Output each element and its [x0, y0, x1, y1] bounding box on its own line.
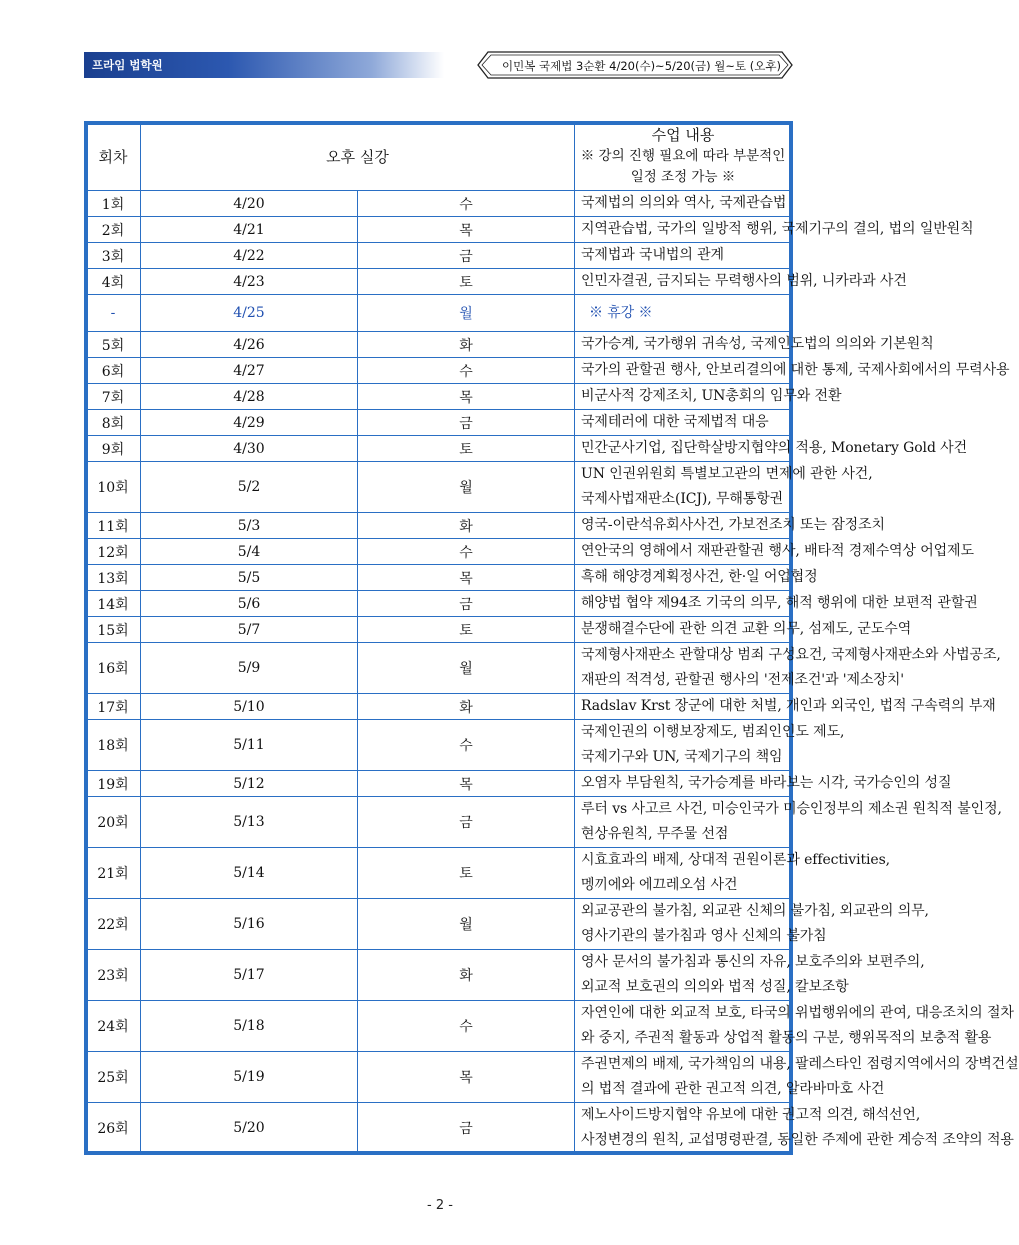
session-date: 4/25	[141, 295, 358, 332]
table-row	[86, 436, 792, 462]
session-date: 5/6	[141, 591, 358, 617]
topic-line: 국가승계, 국가행위 귀속성, 국제인도법의 의의와 기본원칙	[581, 336, 934, 352]
session-number: 18회	[86, 720, 141, 771]
topic-line: 오염자 부담원칙, 국가승계를 바라보는 시각, 국가승인의 성질	[581, 775, 952, 791]
session-topics	[575, 217, 974, 243]
session-number: 17회	[86, 694, 141, 720]
session-date: 5/19	[141, 1052, 358, 1103]
session-date: 5/12	[141, 771, 358, 797]
session-number: 12회	[86, 539, 141, 565]
header-num: 회차	[86, 123, 141, 191]
session-topics	[575, 332, 934, 358]
session-number: 19회	[86, 771, 141, 797]
topic-line: 비군사적 강제조치, UN총회의 임무와 전환	[581, 388, 842, 404]
session-weekday: 화	[358, 694, 575, 720]
topic-line: 와 중지, 주권적 활동과 상업적 활동의 구분, 행위목적의 보충적 활용	[581, 1030, 992, 1046]
session-topics	[575, 295, 792, 332]
session-number: 20회	[86, 797, 141, 848]
session-topics	[575, 243, 792, 269]
session-number: 22회	[86, 899, 141, 950]
session-date: 4/26	[141, 332, 358, 358]
session-number: 8회	[86, 410, 141, 436]
session-weekday: 화	[358, 332, 575, 358]
topic-line: ※ 휴강 ※	[589, 304, 653, 321]
topic-line: 루터 vs 사고르 사건, 미승인국가 미승인정부의 제소권 원칙적 불인정,	[581, 801, 1002, 817]
session-date: 5/17	[141, 950, 358, 1001]
session-date: 5/3	[141, 513, 358, 539]
topic-line: 외교적 보호권의 의의와 법적 성질, 칼보조항	[581, 979, 849, 995]
session-date: 4/30	[141, 436, 358, 462]
table-row	[86, 1052, 792, 1103]
session-date: 5/18	[141, 1001, 358, 1052]
session-topics	[575, 1103, 1014, 1154]
session-weekday: 월	[358, 643, 575, 694]
session-number: 15회	[86, 617, 141, 643]
academy-name: 프라임 법학원	[92, 58, 163, 72]
topic-line: 지역관습법, 국가의 일방적 행위, 국제기구의 결의, 법의 일반원칙	[581, 221, 974, 237]
session-number: -	[86, 295, 141, 332]
topic-line: 국제형사재판소 관할대상 범죄 구성요건, 국제형사재판소와 사법공조,	[581, 647, 1001, 663]
session-topics	[575, 462, 873, 513]
session-topics	[575, 269, 907, 295]
session-weekday: 목	[358, 384, 575, 410]
session-number: 16회	[86, 643, 141, 694]
session-date: 5/7	[141, 617, 358, 643]
topic-line: 국제사법재판소(ICJ), 무해통항권	[581, 491, 784, 507]
session-number: 25회	[86, 1052, 141, 1103]
session-number: 7회	[86, 384, 141, 410]
topic-line: 의 법적 결과에 관한 권고적 의견, 알라바마호 사건	[581, 1081, 885, 1097]
table-row	[86, 617, 792, 643]
topic-line: 국제법과 국내법의 관계	[581, 247, 724, 263]
session-date: 4/21	[141, 217, 358, 243]
session-date: 4/27	[141, 358, 358, 384]
topic-line: 인민자결권, 금지되는 무력행사의 범위, 니카라과 사건	[581, 273, 907, 289]
session-weekday: 금	[358, 1103, 575, 1154]
session-number: 24회	[86, 1001, 141, 1052]
header-session: 오후 실강	[141, 123, 575, 191]
session-topics	[575, 384, 842, 410]
topic-line: 사정변경의 원칙, 교섭명령판결, 동일한 주제에 관한 계승적 조약의 적용	[581, 1132, 1014, 1148]
session-weekday: 토	[358, 436, 575, 462]
session-number: 14회	[86, 591, 141, 617]
session-weekday: 화	[358, 513, 575, 539]
header-content-note: ※ 강의 진행 필요에 따라 부분적인 일정 조정 가능 ※	[580, 148, 786, 185]
header-content-title: 수업 내용	[651, 126, 715, 144]
session-weekday: 금	[358, 243, 575, 269]
session-date: 4/23	[141, 269, 358, 295]
session-weekday: 토	[358, 269, 575, 295]
session-weekday: 월	[358, 462, 575, 513]
session-topics	[575, 436, 967, 462]
session-topics	[575, 565, 818, 591]
session-date: 4/29	[141, 410, 358, 436]
session-topics	[575, 539, 974, 565]
topic-line: 국제기구와 UN, 국제기구의 책임	[581, 749, 783, 765]
table-row	[86, 848, 792, 899]
table-row	[86, 410, 792, 436]
session-weekday: 금	[358, 591, 575, 617]
topic-line: 민간군사기업, 집단학살방지협약의 적용, Monetary Gold 사건	[581, 440, 967, 456]
session-date: 5/2	[141, 462, 358, 513]
table-row-holiday	[86, 295, 792, 332]
session-weekday: 수	[358, 358, 575, 384]
table-row	[86, 358, 792, 384]
header-course-banner	[476, 50, 794, 80]
topic-line: 현상유원칙, 무주물 선점	[581, 826, 729, 842]
topic-line: 멩끼에와 에끄레오섬 사건	[581, 877, 738, 893]
session-topics	[575, 899, 929, 950]
session-date: 5/11	[141, 720, 358, 771]
session-number: 23회	[86, 950, 141, 1001]
table-row	[86, 539, 792, 565]
session-weekday: 월	[358, 899, 575, 950]
topic-line: 제노사이드방지협약 유보에 대한 권고적 의견, 해석선언,	[581, 1107, 921, 1123]
session-date: 5/5	[141, 565, 358, 591]
session-weekday: 목	[358, 217, 575, 243]
session-topics	[575, 410, 792, 436]
table-row	[86, 462, 792, 513]
session-date: 4/22	[141, 243, 358, 269]
session-weekday: 토	[358, 848, 575, 899]
topic-line: 국제법의 의의와 역사, 국제관습법	[581, 195, 787, 211]
session-number: 3회	[86, 243, 141, 269]
topic-line: 국제인권의 이행보장제도, 범죄인인도 제도,	[581, 724, 845, 740]
session-date: 5/20	[141, 1103, 358, 1154]
session-weekday: 수	[358, 1001, 575, 1052]
session-topics	[575, 771, 952, 797]
topic-line: 해양법 협약 제94조 기국의 의무, 해적 행위에 대한 보편적 관할권	[581, 595, 978, 611]
topic-line: 흑해 해양경계획정사건, 한·일 어업협정	[581, 569, 818, 585]
session-topics	[575, 1052, 1019, 1103]
table-row	[86, 899, 792, 950]
table-row	[86, 513, 792, 539]
session-weekday: 수	[358, 720, 575, 771]
session-topics	[575, 513, 885, 539]
session-number: 4회	[86, 269, 141, 295]
table-row	[86, 771, 792, 797]
topic-line: 영사 문서의 불가침과 통신의 자유, 보호주의와 보편주의,	[581, 954, 925, 970]
topic-line: 시효효과의 배제, 상대적 권원이론과 effectivities,	[581, 852, 890, 868]
session-weekday: 목	[358, 565, 575, 591]
header-content	[575, 123, 792, 191]
schedule-table	[85, 122, 1019, 1154]
session-date: 5/10	[141, 694, 358, 720]
table-row	[86, 694, 792, 720]
topic-line: 영국-이란석유회사사건, 가보전조치 또는 잠정조치	[581, 517, 885, 533]
table-row	[86, 591, 792, 617]
session-number: 6회	[86, 358, 141, 384]
session-weekday: 수	[358, 539, 575, 565]
table-row	[86, 1001, 792, 1052]
session-number: 9회	[86, 436, 141, 462]
schedule-body	[86, 191, 1019, 1154]
session-weekday: 수	[358, 191, 575, 217]
topic-line: UN 인권위원회 특별보고관의 면제에 관한 사건,	[581, 466, 873, 482]
session-date: 5/13	[141, 797, 358, 848]
topic-line: 주권면제의 배제, 국가책임의 내용, 팔레스타인 점령지역에서의 장벽건설	[581, 1056, 1019, 1072]
table-row	[86, 243, 792, 269]
topic-line: 국가의 관할권 행사, 안보리결의에 대한 통제, 국제사회에서의 무력사용	[581, 362, 1010, 378]
table-row	[86, 643, 792, 694]
table-row	[86, 1103, 792, 1154]
table-row	[86, 191, 792, 217]
table-row	[86, 950, 792, 1001]
table-row	[86, 565, 792, 591]
session-weekday: 월	[358, 295, 575, 332]
table-row	[86, 269, 792, 295]
session-topics	[575, 720, 845, 771]
session-date: 5/14	[141, 848, 358, 899]
course-title: 이민복 국제법 3순환 4/20(수)~5/20(금) 월~토 (오후)	[502, 59, 781, 73]
session-number: 21회	[86, 848, 141, 899]
session-topics	[575, 643, 1001, 694]
session-topics	[575, 694, 996, 720]
topic-line: 자연인에 대한 외교적 보호, 타국의 위법행위에의 관여, 대응조치의 절차	[581, 1005, 1014, 1021]
session-number: 2회	[86, 217, 141, 243]
session-topics	[575, 358, 1010, 384]
session-number: 26회	[86, 1103, 141, 1154]
session-weekday: 금	[358, 797, 575, 848]
topic-line: Radslav Krst 장군에 대한 처벌, 개인과 외국인, 법적 구속력의 부재	[581, 698, 996, 714]
page-number: - 2 -	[427, 1198, 453, 1213]
table-row	[86, 332, 792, 358]
table-row	[86, 217, 792, 243]
topic-line: 외교공관의 불가침, 외교관 신체의 불가침, 외교관의 의무,	[581, 903, 929, 919]
topic-line: 영사기관의 불가침과 영사 신체의 불가침	[581, 928, 827, 944]
table-row	[86, 720, 792, 771]
session-topics	[575, 1001, 1014, 1052]
session-topics	[575, 950, 925, 1001]
session-topics	[575, 591, 978, 617]
session-topics	[575, 848, 890, 899]
session-weekday: 목	[358, 771, 575, 797]
header-academy-banner	[84, 52, 444, 78]
table-row	[86, 797, 792, 848]
topic-line: 연안국의 영해에서 재판관할권 행사, 배타적 경제수역상 어업제도	[581, 543, 974, 559]
session-number: 10회	[86, 462, 141, 513]
session-number: 13회	[86, 565, 141, 591]
session-number: 1회	[86, 191, 141, 217]
session-weekday: 화	[358, 950, 575, 1001]
topic-line: 분쟁해결수단에 관한 의견 교환 의무, 섬제도, 군도수역	[581, 621, 912, 637]
session-topics	[575, 191, 792, 217]
table-header-row	[86, 123, 792, 191]
topic-line: 국제테러에 대한 국제법적 대응	[581, 414, 769, 430]
session-date: 4/20	[141, 191, 358, 217]
session-weekday: 목	[358, 1052, 575, 1103]
table-row	[86, 384, 792, 410]
topic-line: 재판의 적격성, 관할권 행사의 '전제조건'과 '제소장치'	[581, 672, 904, 688]
session-date: 5/16	[141, 899, 358, 950]
session-date: 4/28	[141, 384, 358, 410]
session-topics	[575, 797, 1002, 848]
session-date: 5/4	[141, 539, 358, 565]
session-number: 11회	[86, 513, 141, 539]
session-topics	[575, 617, 912, 643]
session-weekday: 금	[358, 410, 575, 436]
session-date: 5/9	[141, 643, 358, 694]
session-weekday: 토	[358, 617, 575, 643]
session-number: 5회	[86, 332, 141, 358]
